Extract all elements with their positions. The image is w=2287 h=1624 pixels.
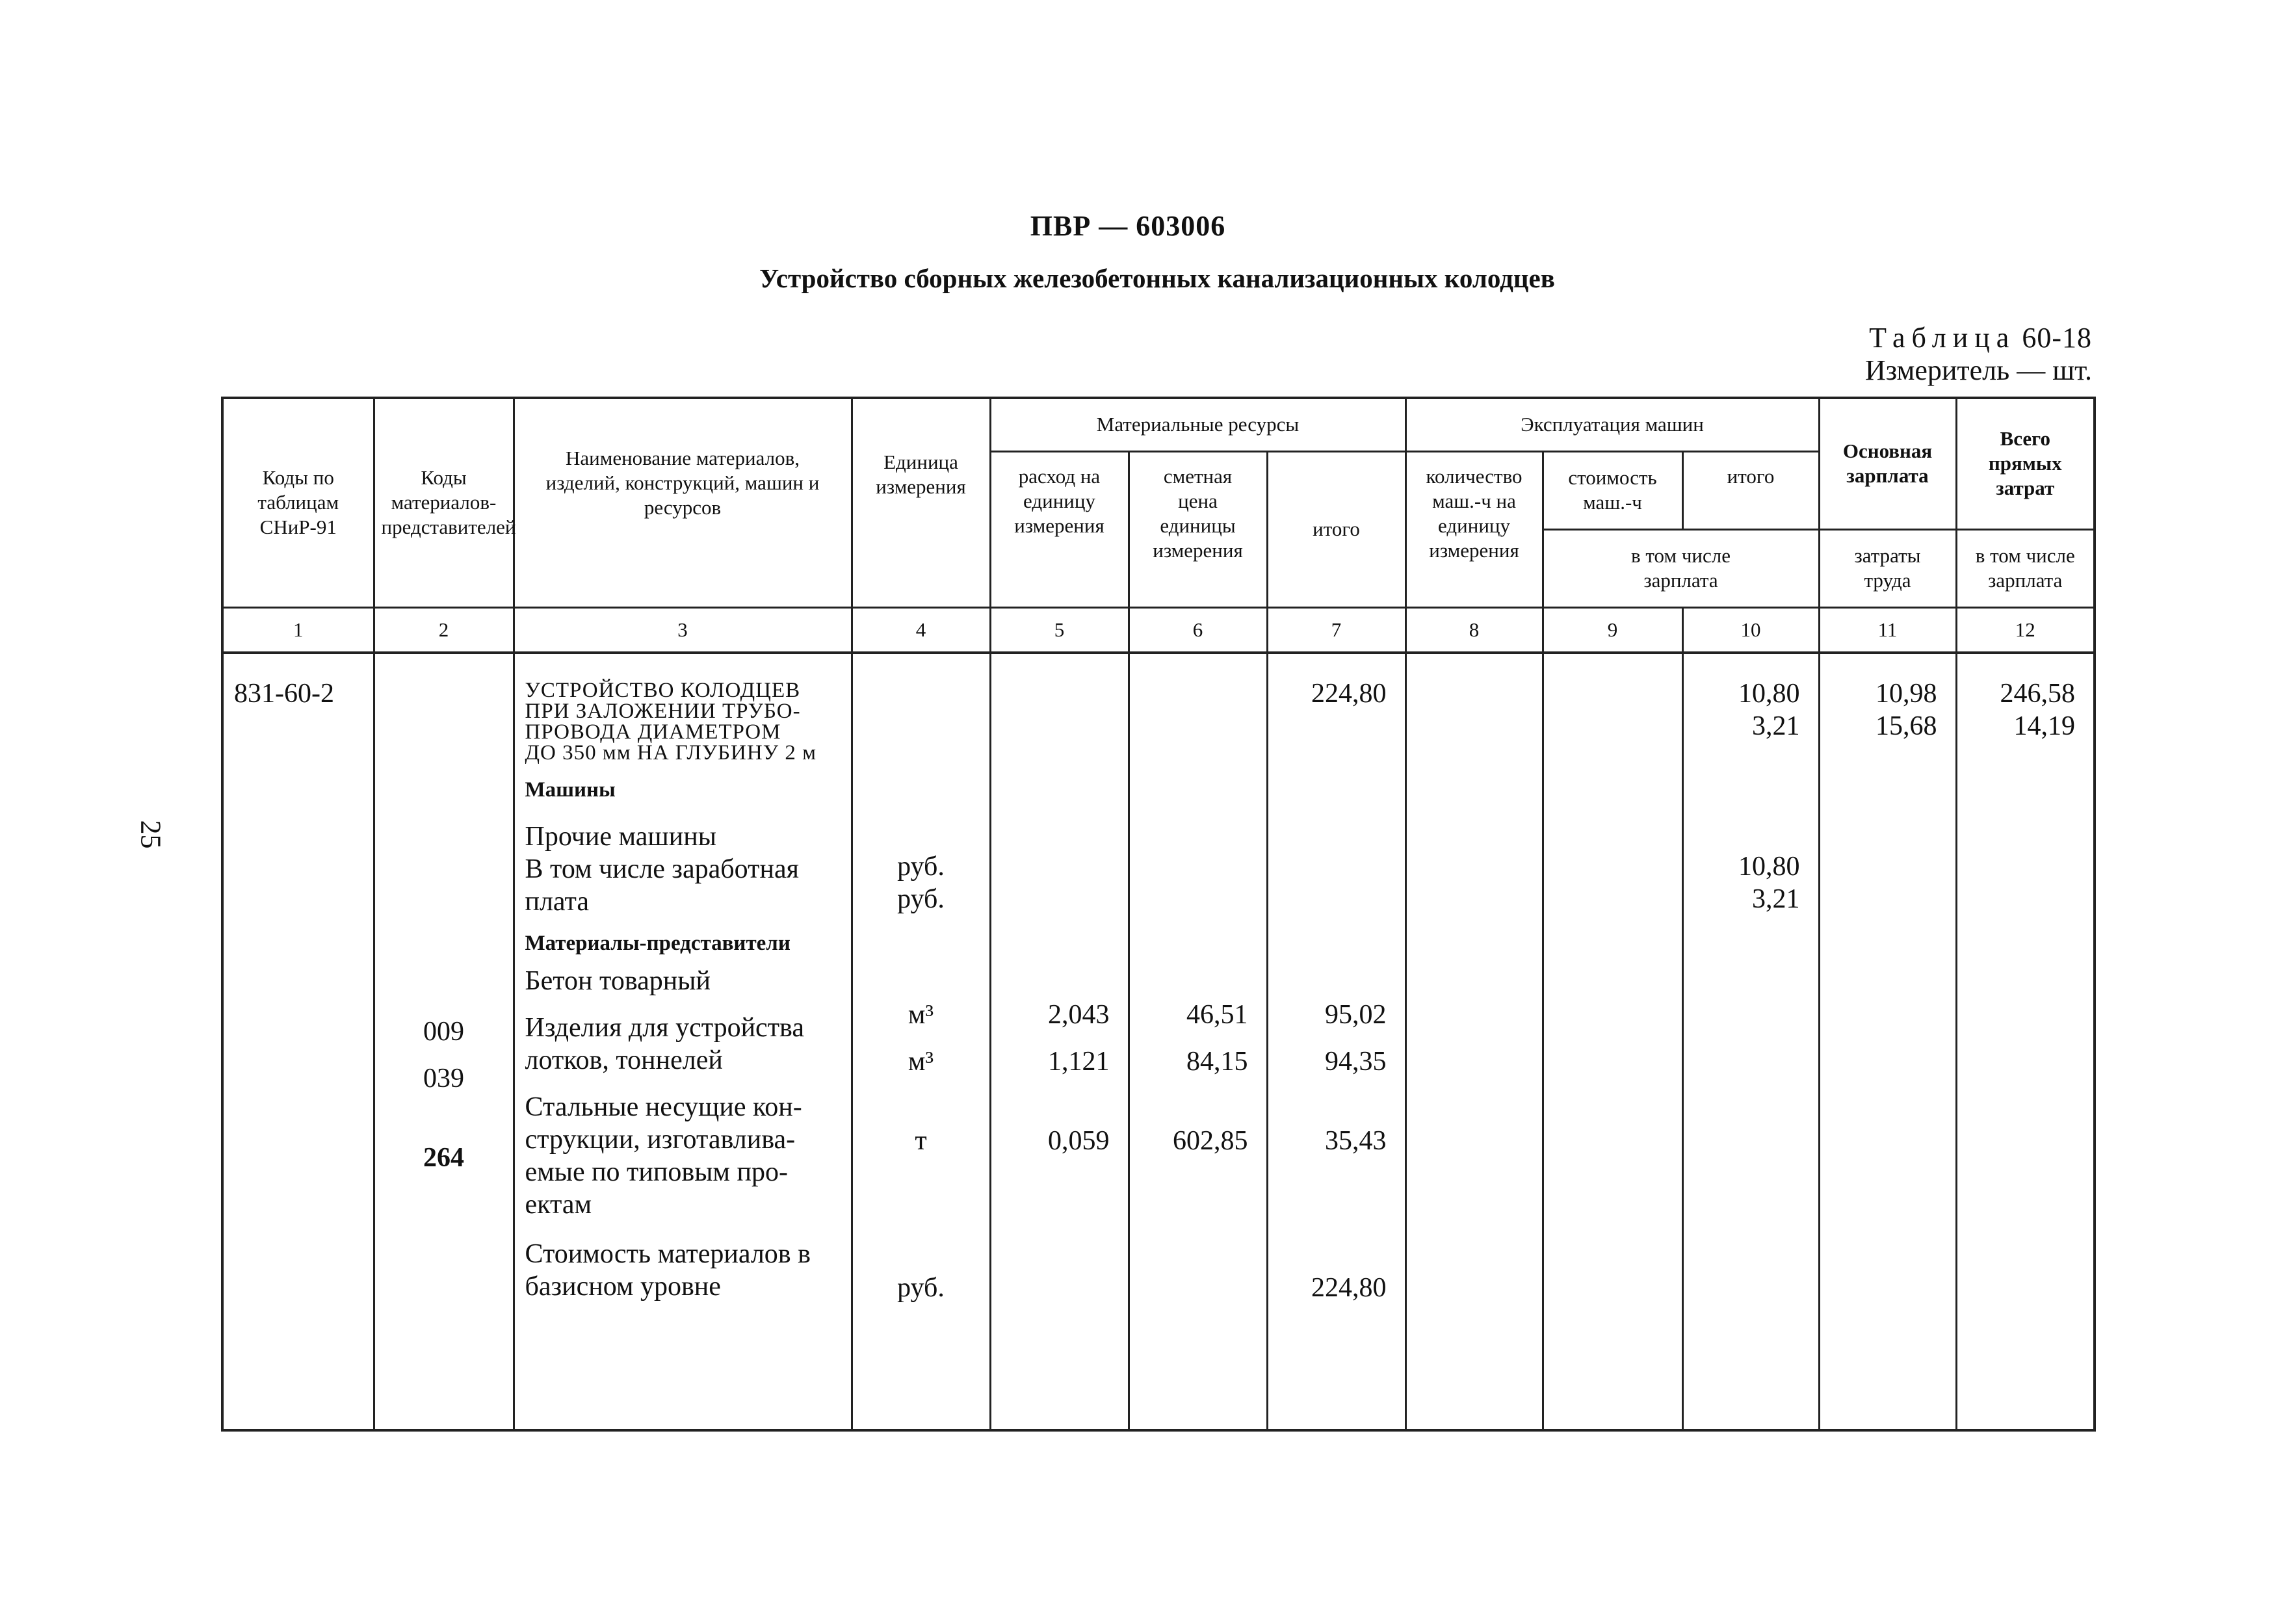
header-col11-bottom: затраты труда <box>1819 529 1956 607</box>
materials-cost-label: Стоимость материалов в <box>525 1238 811 1269</box>
other-machines-label: Прочие машины <box>525 821 716 852</box>
material-total: 35,43 <box>1325 1125 1387 1156</box>
unit: т <box>915 1125 927 1156</box>
unit: руб. <box>897 851 945 882</box>
col-number: 9 <box>1543 607 1682 653</box>
basic-salary: 10,98 <box>1875 678 1937 709</box>
material-name: Стальные несущие кон- <box>525 1092 802 1122</box>
unit: м³ <box>908 1046 934 1077</box>
material-name: струкции, изготавлива- <box>525 1124 796 1155</box>
header-material-group: Материальные ресурсы <box>990 398 1405 451</box>
col-number: 1 <box>222 607 374 653</box>
body-col12 <box>1956 653 2095 1430</box>
header-col5: расход на единицу измерения <box>990 451 1129 607</box>
body-col8 <box>1405 653 1543 1430</box>
header-col4: Единица измерения <box>852 398 990 607</box>
salary-label: плата <box>525 886 589 917</box>
document-title: ПВР — 603006 <box>1030 210 1226 242</box>
material-total: 95,02 <box>1325 999 1387 1030</box>
entry-title-line: ПРОВОДА ДИАМЕТРОМ <box>525 720 781 744</box>
rate: 1,121 <box>1048 1046 1110 1077</box>
material-name: Изделия для устройства <box>525 1012 804 1043</box>
entry-title-line: ПРИ ЗАЛОЖЕНИИ ТРУБО- <box>525 699 801 723</box>
unit: руб. <box>897 884 945 914</box>
page-number: 25 <box>135 820 167 849</box>
material-name: лотков, тоннелей <box>525 1045 723 1075</box>
rate: 0,059 <box>1048 1125 1110 1156</box>
price: 602,85 <box>1173 1125 1248 1156</box>
machine-total: 10,80 <box>1738 678 1800 709</box>
header-col9-10-sub: в том числе зарплата <box>1543 529 1819 607</box>
header-col1: Коды по таблицам СНиР-91 <box>222 398 374 607</box>
body-col4 <box>852 653 990 1430</box>
body-col7 <box>1267 653 1405 1430</box>
estimate-table <box>221 397 2096 1432</box>
header-col6: сметная цена единицы измерения <box>1129 451 1267 607</box>
machines-heading: Машины <box>525 778 616 802</box>
table-label <box>1869 321 2092 354</box>
col-number: 11 <box>1819 607 1956 653</box>
labor-cost: 15,68 <box>1875 711 1937 741</box>
header-col11-top: Основная зарплата <box>1819 398 1956 529</box>
col-number: 7 <box>1267 607 1405 653</box>
header-col10: итого <box>1682 451 1819 529</box>
unit: м³ <box>908 999 934 1030</box>
header-col2: Коды материалов-представителей <box>374 398 514 607</box>
body-col1 <box>222 653 374 1430</box>
table-number: 60-18 <box>2022 322 2092 354</box>
material-code: 264 <box>423 1142 464 1173</box>
header-col3: Наименование материалов, изделий, конструкций, машин и ресурсов <box>514 398 852 607</box>
unit: руб. <box>897 1272 945 1303</box>
header-col9: стоимость маш.-ч <box>1543 451 1682 529</box>
material-total: 94,35 <box>1325 1046 1387 1077</box>
body-col10 <box>1682 653 1819 1430</box>
col-number: 4 <box>852 607 990 653</box>
header-col8: количество маш.-ч на единицу измерения <box>1405 451 1543 607</box>
material-code: 009 <box>423 1016 464 1047</box>
body-col5 <box>990 653 1129 1430</box>
material-name: Бетон товарный <box>525 965 711 996</box>
entry-title-line: ДО 350 мм НА ГЛУБИНУ 2 м <box>525 740 817 765</box>
materials-cost-label: базисном уровне <box>525 1271 721 1302</box>
material-total: 224,80 <box>1311 678 1387 709</box>
salary-total: 3,21 <box>1752 884 1800 914</box>
meter-label: Измеритель — шт. <box>1864 354 2092 386</box>
material-code: 039 <box>423 1063 464 1094</box>
col-number: 10 <box>1682 607 1819 653</box>
body-col2 <box>374 653 514 1430</box>
body-col9 <box>1543 653 1682 1430</box>
table-word: Таблица <box>1869 322 2016 354</box>
header-col12-bottom: в том числе зарплата <box>1956 529 2095 607</box>
body-col3 <box>514 653 852 1430</box>
material-name: емые по типовым про- <box>525 1157 788 1187</box>
machine-salary: 3,21 <box>1752 711 1800 741</box>
col-number: 12 <box>1956 607 2095 653</box>
table-code: 831-60-2 <box>234 678 334 709</box>
body-col11 <box>1819 653 1956 1430</box>
direct-costs-salary: 14,19 <box>2013 711 2076 741</box>
col-number: 2 <box>374 607 514 653</box>
header-col12-top: Всего прямых затрат <box>1956 398 2095 529</box>
other-machines-total: 10,80 <box>1738 851 1800 882</box>
col-number: 8 <box>1405 607 1543 653</box>
price: 84,15 <box>1186 1046 1248 1077</box>
materials-cost-total: 224,80 <box>1311 1272 1387 1303</box>
header-col7: итого <box>1267 451 1405 607</box>
document-subtitle: Устройство сборных железобетонных канализационных колодцев <box>759 263 1555 293</box>
header-machine-group: Эксплуатация машин <box>1405 398 1819 451</box>
material-name: ектам <box>525 1189 592 1220</box>
rate: 2,043 <box>1048 999 1110 1030</box>
materials-heading: Материалы-представители <box>525 931 791 955</box>
col-number: 6 <box>1129 607 1267 653</box>
col-number: 5 <box>990 607 1129 653</box>
price: 46,51 <box>1186 999 1248 1030</box>
col-number: 3 <box>514 607 852 653</box>
salary-label: В том числе заработная <box>525 854 799 884</box>
direct-costs: 246,58 <box>2000 678 2076 709</box>
entry-title-line: УСТРОЙСТВО КОЛОДЦЕВ <box>525 678 801 702</box>
body-col6 <box>1129 653 1267 1430</box>
